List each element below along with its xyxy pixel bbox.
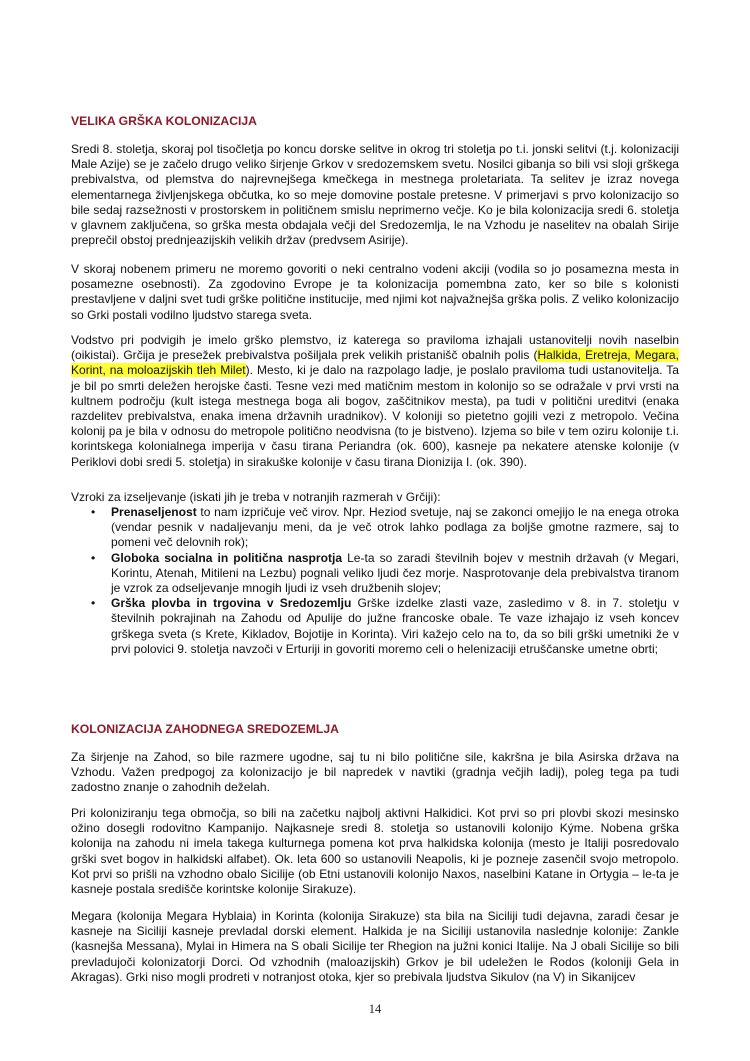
cause-term: Prenaseljenost: [111, 505, 197, 519]
paragraph-leadership: [71, 333, 679, 470]
paragraph-halkidici: Pri koloniziranju tega območja, so bili na začetku najbolj aktivni Halkidici. Kot prvi so pri plovbi skozi mesinsko ožino dosegli rodovitno Kampanijo. Najkasneje sredi 8. stoletja so ustanovili kolonijo Kýme. Nobena grška kolonija na zahodu ni imela takega kulturnega pomena kot prva halkidska kolonija (mesto je Italiji posredovalo grški svet bogov in halkidski alfabet). Ok. leta 600 so ustanovili Neapolis, ki je pozneje zasenčil svojo metropolo. Kot prvi so prišli na vzhodno obalo Sicilije (ob Etni ustanovili kolonijo Naxos, naselbini Katane in Ortygia – le-ta je kasneje postala središče korintske kolonije Sirakuze).: [71, 806, 679, 897]
bullet-icon: •: [91, 550, 96, 565]
causes-list: [71, 505, 679, 657]
bullet-icon: •: [91, 505, 96, 519]
paragraph-intro: Sredi 8. stoletja, skoraj pol tisočletja po koncu dorske selitve in okrog tri stoletja po t.i. jonski selitvi (t.j. kolonizaciji Male Azije) se je začelo drugo veliko širjenje Grkov v sredozemskem svetu. Nosilci gibanja so bili vsi sloji grškega prebivalstva, od plemstva do najrevnejšega kmečkega in mestnega proletariata. Ta selitev je izraz novega elementarnega življenjskega občutka, ko so meje domovine postale pretesne. V primerjavi s prvo kolonizacijo so bile sedaj razsežnosti v prostorskem in političnem smislu neprimerno večje. Ko je bila kolonizacija sredi 6. stoletja v glavnem zaključena, so grška mesta obdajala večji del Sredozemlja, le na Vzhodu je naselitev na obalah Sirije preprečil obstoj prednjeazijskih velikih držav (predvsem Asirije).: [71, 142, 679, 248]
leadership-text-after: ). Mesto, ki je dalo na razpolago ladje, je poslalo praviloma tudi ustanovitelja. Ta je bil po smrti deležen herojske časti. Tesne vezi med matičnim mestom in kolonijo so se odražale v prvi vrsti na kultnem področju (kult istega mestnega boga ali bogov, zaščitnikov mesta), pa tudi v politični ureditvi (enaka razdelitev prebivalstva, enaka imena državnih uradnikov). V koloniji so pietetno gojili vezi z metropolo. Večina kolonij pa je bila v odnosu do metropole politično neodvisna (to je bistveno). Izjema so bile v tem oziru kolonije t.i. korintskega kolonialnega imperija v času tirana Periandra (ok. 600), kasneje pa nekatere atenske kolonije (v Periklovi dobi sredi 5. stoletja) in sirakuške kolonije v času tirana Dionizija I. (ok. 390).: [71, 363, 679, 469]
cause-term: Grška plovba in trgovina v Sredozemlju: [111, 596, 352, 611]
cause-text: Grške izdelke zlasti vaze, zasledimo v 8. in 7. stoletju v številnih pokrajinah na Zahodu od Apulije do južne francoske obale. Te vaze izhajajo iz vseh koncev grškega sveta (s Krete, Kikladov, Bojotije in Korinta). Viri kažejo celo na to, da so bili grški umetniki že v prvi polovici 9. stoletja navzoči v Erturiji in govoriti moremo celi o helenizaciji etruščanske umetne obrti;: [111, 596, 679, 656]
cause-item-social-conflicts: [71, 551, 679, 597]
leadership-text-before: Vodstvo pri podvigih je imelo grško plemstvo, iz katerega so praviloma izhajali ustanovitelji novih naselbin (oikistai). Grčija je presežek prebivalstva pošiljala prek velikih pristanišč obalnih polis (: [71, 333, 679, 363]
page-number: 14: [368, 1002, 382, 1016]
cause-text: Le-ta so zaradi številnih bojev v mestnih državah (v Megari, Korintu, Atenah, Mitileni na Lezbu) pognali veliko ljudi čez morje. Nasprotovanje dela prebivalstva tiranom je vzrok za odseljevanje mnogih ljudi iz vseh družbenih slojev;: [111, 550, 680, 596]
causes-intro: Vzroki za izseljevanje (iskati jih je treba v notranjih razmerah v Grčiji):: [71, 490, 441, 504]
cause-item-navigation-trade: [71, 596, 679, 657]
paragraph-no-central-action: V skoraj nobenem primeru ne moremo govoriti o neki centralno vodeni akciji (vodila so jo posamezna mesta in posamezne osebnosti). Za zgodovino Evrope je ta kolonizacija pomembna zato, ker so bile s kolonisti prestavljene v daljni svet tudi grške politične institucije, med njimi kot najvažnejša grška polis. Z veliko kolonizacijo so Grki postali vodilno ljudstvo starega sveta.: [71, 262, 679, 322]
bullet-icon: •: [91, 596, 96, 611]
paragraph-sicily: Megara (kolonija Megara Hyblaia) in Korinta (kolonija Sirakuze) sta bila na Siciliji tudi dejavna, zaradi česar je kasneje na Siciliji kasneje prevladal dorski element. Halkida je na Siciliji ustanovila naslednje kolonije: Zankle (kasnejša Messana), Mylai in Himera na S obali Sicilije ter Rhegion na južni konici Italije. Na J obali Sicilije so bili prevladujoči kolonizatorji Dorci. Od vzhodnih (maloazijskih) Grkov je bil udeležen le Rodos (koloniji Gela in Akragas). Grki niso mogli prodreti v notranjost otoka, kjer so prebivala ljudstva Sikulov (na V) in Sikanijcev: [71, 909, 679, 984]
cause-item-overpopulation: [71, 505, 679, 551]
cause-text: to nam izpričuje več virov. Npr. Heziod svetuje, naj se zakonci omejijo le na enega otroka (vendar pesnik v nadaljevanju meni, da je več otrok lahko podlaga za boljše gmotne razmere, saj to pomeni več delovnih rok);: [111, 505, 679, 550]
cause-term: Globoka socialna in politična nasprotja: [111, 550, 343, 565]
paragraph-west-conditions: Za širjenje na Zahod, so bile razmere ugodne, saj tu ni bilo politične sile, kakršna je bila Asirska država na Vzhodu. Važen predpogoj za kolonizacijo je bil napredek v navtiki (gradnja večjih ladij), poleg tega pa tudi zadostno znanje o zahodnih deželah.: [71, 750, 679, 795]
section-heading-velika-grska-kolonizacija: VELIKA GRŠKA KOLONIZACIJA: [71, 114, 257, 128]
highlighted-cities: Halkida, Eretreja, Megara, Korint, na moloazijskih tleh Milet: [71, 348, 679, 378]
section-heading-kolonizacija-zahodnega-sredozemlja: KOLONIZACIJA ZAHODNEGA SREDOZEMLJA: [71, 722, 339, 736]
